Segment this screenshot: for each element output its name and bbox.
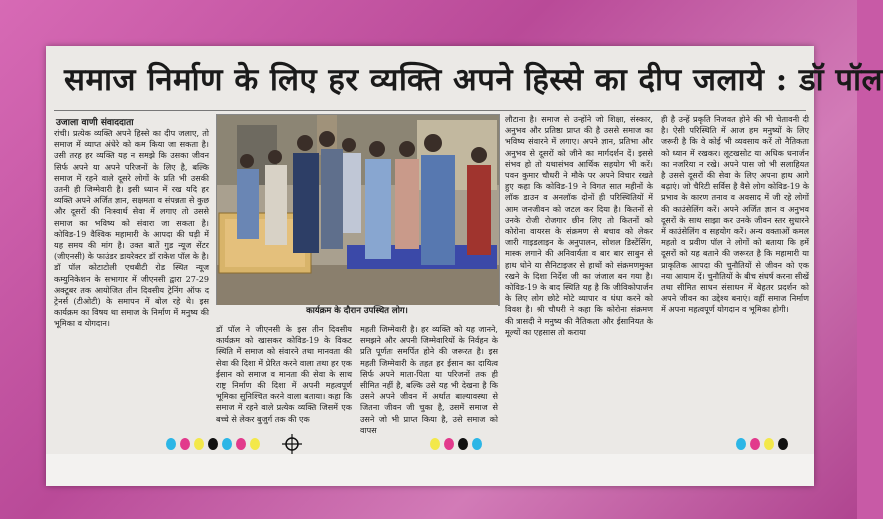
- black-dot: [778, 438, 788, 450]
- group-photo-image: [217, 115, 499, 305]
- magenta-dot: [750, 438, 760, 450]
- cyan-dot: [472, 438, 482, 450]
- yellow-dot: [764, 438, 774, 450]
- cyan-dot: [736, 438, 746, 450]
- article-column-3: महती जिम्मेवारी है। हर व्यक्ति को यह जानने, समझने और अपनी जिम्मेवारियों के निर्वहन के प्रति पूर्णतः समर्पित होने की जरूरत है। इस महती जिम्मेवारी के तहत हर ईसान का दायित्व सिर्फ अपने माता-पिता या परिजनों तक ही सीमित नहीं है, बल्कि उसे यह भी देखना है कि उसने अपने जीवन में अर्थात बाल्यावस्था से जितना जीवन जी चुका है, उसमें समाज से उसने जो भी प्राप्त किया है, उसे समाज को वापस: [360, 324, 498, 435]
- yellow-dot: [430, 438, 440, 450]
- black-dot: [208, 438, 218, 450]
- crosshair-icon: [282, 434, 302, 454]
- registration-marks: [46, 432, 814, 454]
- article-column-4: लौटाना है। समाज से उन्होंने जो शिक्षा, संस्कार, अनुभव और प्रतिष्ठा प्राप्त की है उससे समाज का भविष्य संवारने में लगाए। अपने ज्ञान, प्रतिभा और अनुभव से दूसरों को जीने का मार्गदर्शन दें। इससे संभव हो तो यथासंभव आर्थिक सहयोग भी करें। पवन कुमार चौधरी ने मौके पर अपने विचार रखते हुए कहा कि कोविड-19 ने विगत सात महीनों के लॉक डाउन व अनलॉक दोनों ही परिस्थितियों में आम जनजीवन को जटल कर दिया है। कितनों से उनके रोजी रोजगार छीन लिए तो कितनों को कोरोना वायरस के संक्रमण से बचाव को लेकर जारी गाइडलाइन के अनुपालन, सोशल डिस्टेंसिंग, मास्क लगाने की अनिवार्यता व बार बार साबुन से हाथ धोने या सैनिटाइजर से हाथों को संक्रमणमुक्त रखने के दिशा निर्देश जी का जंजाल बन गया है। कोविड-19 के बाद स्थिति यह है कि जीविकोपार्जन के लिए लोग छोटे मोटे व्यापार व धंधा करने को विवश है। श्री चौधरी ने कहा कि कोरोना संक्रमण की त्रासदी ने मनुष्य की नैतिकता और ईसानियत के मूल्यों का एहसास तो कराया: [505, 114, 653, 337]
- article-column-2: डॉ पॉल ने जीएनसी के इस तीन दिवसीय कार्यक्रम को खासकर कोविड-19 के विकट स्थिति में समाज को संवारने तथा मानवता की सेवा की दिशा में प्रेरित करने वाला तथा हर एक ईसान को समाज व मानता की सेवा के साथ राष्ट्र निर्माण की दिशा में अपनी महत्वपूर्ण भूमिका सुनिश्चित करने वाला बताया। कहा कि समाज में रहने वाले प्रत्येक व्यक्ति जिसमें एक बच्चे से लेकर बुजुर्ग तक की एक: [216, 324, 352, 424]
- cyan-dot: [166, 438, 176, 450]
- newspaper-clipping: [46, 46, 883, 486]
- magenta-dot: [180, 438, 190, 450]
- article-column-1: रांची। प्रत्येक व्यक्ति अपने हिस्से का दीप जलाए, तो समाज में व्याप्त अंधेरे को कम किया जा सकता है। उसी तरह हर व्यक्ति यह न समझे कि उसका जीवन सिर्फ अपने या अपने परिजनों के लिए है, बल्कि समाज में रहने वाले दूसरे लोगों के प्रति भी उसकी उतनी ही जिम्मेवारी है। इसी ध्यान में रख यदि हर व्यक्ति अपने अर्जित ज्ञान, सक्षमता व संपन्नता से कुछ और दूसरों की निःस्वार्थ सेवा में लगाए तो उससे समाज का भविष्य को संवारा जा सकता है। कोविड-19 वैश्विक महामारी के आपदा की घड़ी में यह समय की मांग है। उक्त बातें गुड न्यूज सेंटर (जीएनसी) के फाउंडर डायरेक्टर डॉ राकेश पॉल के है। डॉ पॉल कोटाटोली एचबीटी रोड स्थित न्यूज कम्युनिकेशन के सभागार में जीएनसी द्वारा 27-29 अक्टूबर तक आयोजित तीन दिवसीय ट्रेनिंग ऑफ द ट्रेनर्स (टीओटी) के समापन में बोल रहे थे। इस कार्यक्रम का विषय था समाज के निर्माण में मनुष्य की भूमिका व योगदान।: [54, 128, 209, 329]
- yellow-dot: [194, 438, 204, 450]
- headline: समाज निर्माण के लिए हर व्यक्ति अपने हिस्से का दीप जलाये : डॉ पॉल: [64, 62, 883, 98]
- headline-rule: [54, 110, 806, 111]
- article-column-5: ही है उन्हें प्रकृति निजवत होने की भी चेतावनी दी है। ऐसी परिस्थिति में आज हम मनुष्यों के लिए जरूरी है कि वे कोई भी व्यवसाय करें तो नैतिकता को ध्यान में रखकर। लूटखसोट या अधिक धनार्जन का नजरिया न रखे। अपने पास जो भी सलाहियत है उससे दूसरों की सेवा के लिए अपना हाथ आगे बढ़ाएं। जो चैरिटी सर्विस है वैसे लोग कोविड-19 के प्रभाव के कारण तनाव व अवसाद में जी रहे लोगों की काउंसेलिंग करें। अपने अर्जित ज्ञान व अनुभव दूसरों के साथ साझा कर उनके जीवन स्तर सुधारने में काउंसेलिंग व सहयोग करें। अन्य वक्ताओं कमल महतो व प्रवीण पॉल ने लोगों को बताया कि हमें दूसरों को यह बताने की जरूरत है कि महामारी या प्राकृतिक आपदा की चुनौतियों से जीवन को एक नया आयाम दें। चुनौतियों के बीच संघर्ष करना सीखें तथा सीमित साधन संसाधन में बेहतर प्रदर्शन को अपने जीवन का उद्देश्य बनाएं। वहीं समाज निर्माण में अपना महत्वपूर्ण योगदान व भूमिका होगी।: [661, 114, 809, 315]
- magenta-dot: [444, 438, 454, 450]
- print-margin: [46, 454, 814, 486]
- magenta-dot: [236, 438, 246, 450]
- photo-caption: कार्यक्रम के दौरान उपस्थित लोग।: [216, 305, 498, 319]
- yellow-dot: [250, 438, 260, 450]
- group-photo: [216, 114, 500, 306]
- black-dot: [458, 438, 468, 450]
- byline: उजाला वाणी संवाददाता: [56, 118, 134, 128]
- cyan-dot: [222, 438, 232, 450]
